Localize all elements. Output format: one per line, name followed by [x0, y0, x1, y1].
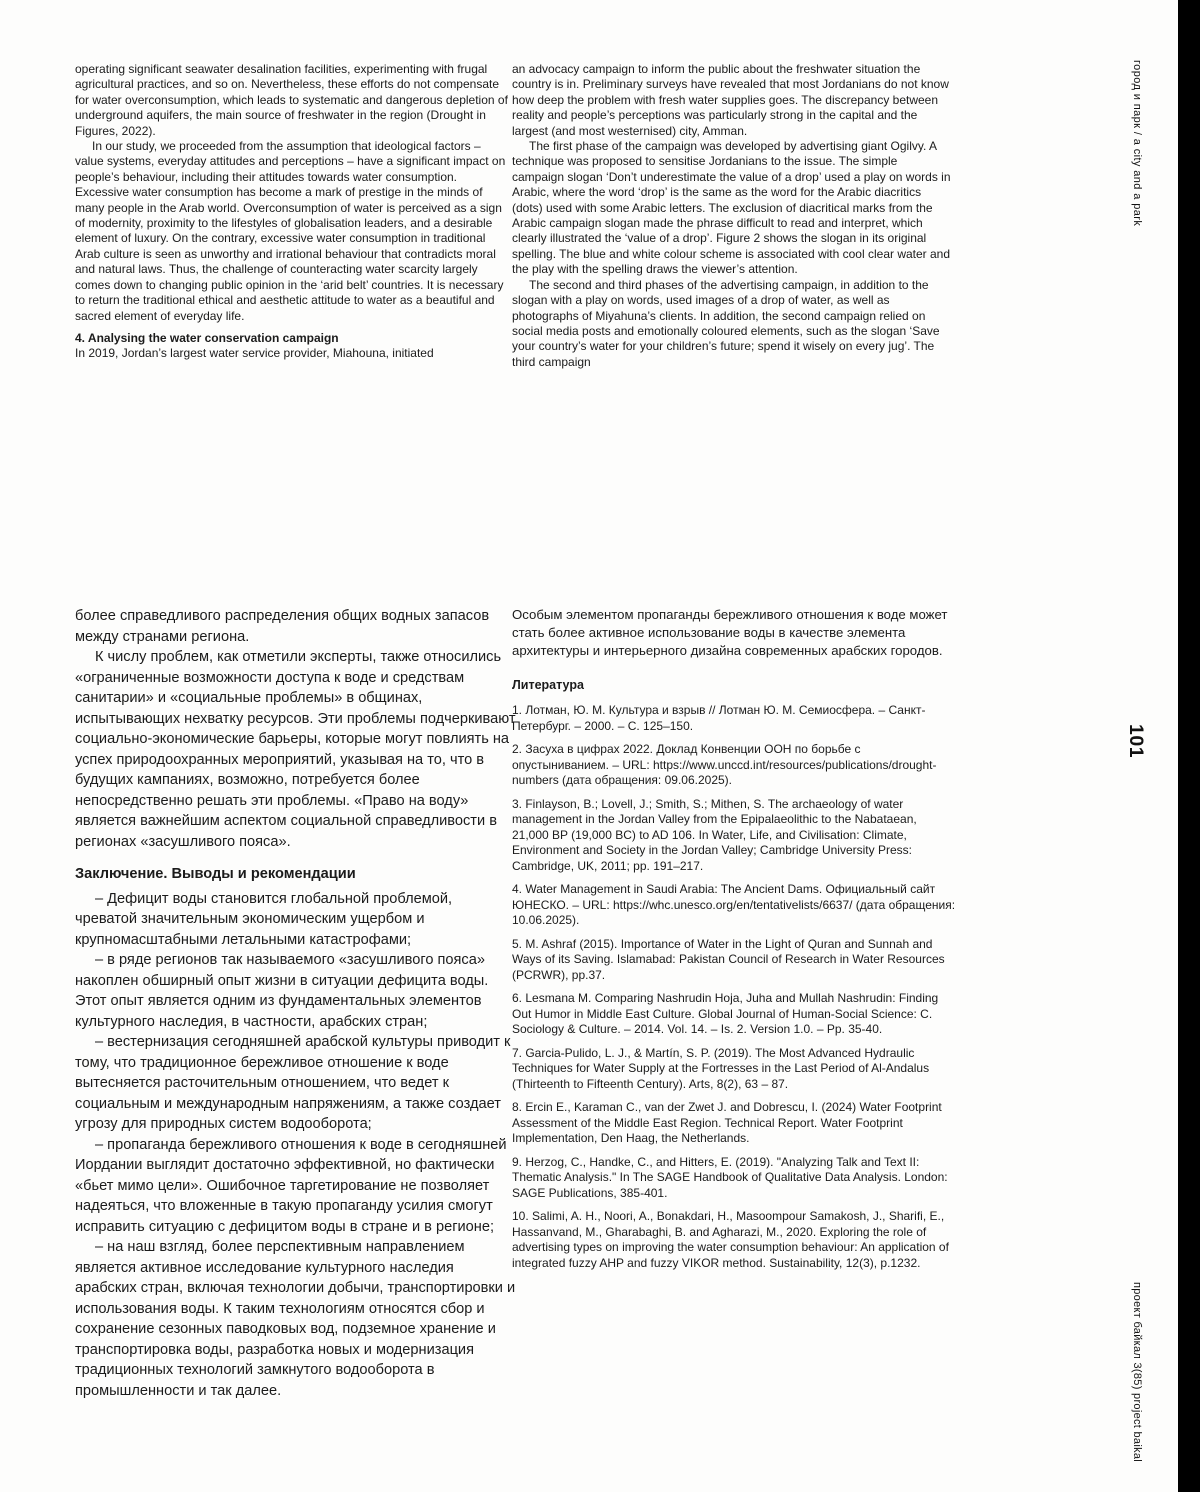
conclusion-bullet: – вестернизация сегодняшней арабской культуры приводит к тому, что традиционное бережливое отношение к воде вытесняется расточительным отношением, что ведет к социальным и международным напряжениям, а также создает угрозу для природных систем водооборота;: [75, 1034, 511, 1132]
russian-paragraph: Особым элементом пропаганды бережливого отношения к воде может стать более активное использование воды в качестве элемента архитектуры и интерьерного дизайна современных арабских городов.: [512, 607, 948, 658]
running-head-top: город и парк / a city and a park: [1131, 60, 1143, 227]
conclusion-bullet: – на наш взгляд, более перспективным направлением является активное исследование культурного наследия арабских стран, включая технологии добычи, транспортировки и использования воды. К таким технологиям относятся сбор и сохранение сезонных паводковых вод, подземное хранение и транспортировка воды, разработка новых и модернизация традиционных технологий замкнутого водооборота в промышленности и так далее.: [75, 1239, 516, 1399]
section-heading-analysing-campaign: 4. Analysing the water conservation campaign: [75, 330, 339, 345]
reference-item: 10. Salimi, A. H., Noori, A., Bonakdari, H., Masoompour Samakosh, J., Sharifi, E., Hassanvand, M., Gharabaghi, B. and Agharazi, M., 2020. Exploring the role of advertising types on improving the water consumption behaviour: An application of integrated fuzzy AHP and fuzzy VIKOR method. Sustainability, 12(3), p.1232.: [512, 1209, 949, 1270]
russian-paragraph: К числу проблем, как отметили эксперты, также относились «ограниченные возможности доступа к воде и средствам санитарии» и «социальные проблемы» в общинах, испытывающих нехватку ресурсов. Эти проблемы подчеркивают социально-экономические барьеры, которые могут повлиять на успех природоохранных мероприятий, указывая на то, что в будущих кампаниях, возможно, потребуется более непосредственно решать эти проблемы. «Право на воду» является важнейшим аспектом социальной справедливости в регионах «засушливого пояса».: [75, 649, 516, 850]
page-edge-bar: [1178, 0, 1200, 1492]
reference-item: 4. Water Management in Saudi Arabia: The Ancient Dams. Официальный сайт ЮНЕСКО. – URL: https://whc.unesco.org/en/tentativelists/6637/ (дата обращения: 10.06.2025).: [512, 882, 956, 927]
reference-item: 8. Ercin E., Karaman C., van der Zwet J. and Dobrescu, I. (2024) Water Footprint Assessment of the Middle East Region. Technical Report. Water Footprint Implementation, Den Haag, the Netherlands.: [512, 1100, 942, 1145]
reference-item: 1. Лотман, Ю. М. Культура и взрыв // Лотман Ю. М. Семиосфера. – Санкт-Петербург. – 2000. – С. 125–150.: [512, 703, 926, 733]
page-number: 101: [1125, 724, 1147, 759]
reference-item: 6. Lesmana M. Comparing Nashrudin Hoja, Juha and Mullah Nashrudin: Finding Out Humor in Middle East Culture. Global Journal of Human-Social Science: C. Sociology & Culture. – 2014. Vol. 14. – Is. 2. Version 1.0. – Pp. 35-40.: [512, 991, 939, 1036]
reference-item: 5. M. Ashraf (2015). Importance of Water in the Light of Quran and Sunnah and Ways of its Saving. Islamabad: Pakistan Council of Research in Water Resources (PCRWR), pp.37.: [512, 936, 945, 982]
russian-column-1: [75, 606, 517, 1401]
running-head-bottom: проект байкал 3(85) project baikal: [1131, 1282, 1143, 1463]
english-paragraph: The first phase of the campaign was developed by advertising giant Ogilvy. A technique was proposed to sensitise Jordanians to the issue. The simple campaign slogan ‘Don’t underestimate the value of a drop’ used a play on words in Arabic, where the word ‘drop’ is the same as the word for the Arabic diacritics (dots) used with some Arabic letters. The exclusion of diacritical marks from the Arabic campaign slogan made the phrase difficult to read and interpret, which clearly illustrated the ‘value of a drop’. Figure 2 shows the slogan in its original spelling. The blue and white colour scheme is associated with cool clear water and the play with the spelling draws the viewer’s attention.: [512, 139, 951, 277]
english-paragraph: operating significant seawater desalination facilities, experimenting with frugal agricultural practices, and so on. Nevertheless, these efforts do not compensate for water overconsumption, which leads to systematic and dangerous depletion of underground aquifers, the main source of freshwater in the region (Drought in Figures, 2022).: [75, 62, 508, 138]
english-paragraph: In 2019, Jordan’s largest water service provider, Miahouna, initiated: [75, 346, 434, 361]
reference-item: 3. Finlayson, B.; Lovell, J.; Smith, S.; Mithen, S. The archaeology of water management in the Jordan Valley from the Epipalaeolithic to the Nabataean, 21,000 BP (19,000 BC) to AD 106. In Water, Life, and Civilisation: Climate, Environment and Society in the Jordan Valley; Cambridge University Press: Cambridge, UK, 2011; pp. 191–217.: [512, 796, 917, 873]
english-paragraph: an advocacy campaign to inform the public about the freshwater situation the country is in. Preliminary surveys have revealed that most Jordanians do not know how deep the problem with fresh water supplies goes. The discrepancy between reality and people’s perceptions was particularly strong in the capital and the largest (and most westernised) city, Amman.: [512, 62, 949, 138]
conclusion-bullet: – Дефицит воды становится глобальной проблемой, чреватой значительным экономическим ущербом и крупномасштабными летальными катастрофами;: [75, 890, 453, 948]
section-heading-conclusion: Заключение. Выводы и рекомендации: [75, 866, 356, 882]
conclusion-bullet: – в ряде регионов так называемого «засушливого пояса» накоплен обширный опыт жизни в ситуации дефицита воды. Этот опыт является одним из фундаментальных элементов культурного наследия, в частности, арабских стран;: [75, 952, 489, 1030]
english-column-2: [512, 62, 952, 370]
reference-item: 9. Herzog, C., Handke, C., and Hitters, E. (2019). "Analyzing Talk and Text II: Thematic Analysis." In The SAGE Handbook of Qualitative Data Analysis. London: SAGE Publications, 385-401.: [512, 1154, 948, 1200]
russian-column-2: [512, 606, 956, 1279]
english-paragraph: The second and third phases of the advertising campaign, in addition to the slogan with a play on words, used images of a drop of water, as well as photographs of Miyahuna’s clients. In addition, the second campaign relied on social media posts and emotionally coloured elements, such as the slogan ‘Save your country’s water for your children’s future; spend it wisely on every jug’. The third campaign: [512, 277, 940, 369]
reference-item: 7. Garcia-Pulido, L. J., & Martín, S. P. (2019). The Most Advanced Hydraulic Techniques for Water Supply at the Fortresses in the Last Period of Al-Andalus (Thirteenth to Fifteenth Century). Arts, 8(2), 63 – 87.: [512, 1045, 930, 1091]
english-column-1: [75, 62, 511, 362]
references-heading: Литература: [512, 678, 584, 692]
english-paragraph: In our study, we proceeded from the assumption that ideological factors – value systems, everyday attitudes and perceptions – have a significant impact on people’s behaviour, including their attitudes towards water consumption. Excessive water consumption has become a mark of prestige in the minds of many people in the Arab world. Overconsumption of water is perceived as a sign of modernity, proximity to the lifestyles of globalisation leaders, and a desirable element of luxury. On the contrary, excessive water consumption in traditional Arab culture is seen as unworthy and irrational behaviour that contradicts moral and natural laws. Thus, the challenge of counteracting water scarcity largely comes down to changing public opinion in the ‘arid belt’ countries. It is necessary to return the traditional ethical and aesthetic attitude to water as a beautiful and sacred element of everyday life.: [75, 139, 506, 323]
russian-paragraph: более справедливого распределения общих водных запасов между странами региона.: [75, 608, 490, 645]
conclusion-bullet: – пропаганда бережливого отношения к воде в сегодняшней Иордании выглядит достаточно эффективной, но фактически «бьет мимо цели». Ошибочное таргетирование не позволяет надеяться, что вложенные в такую пропаганду усилия смогут исправить ситуацию с дефицитом воды в стране и в регионе;: [75, 1136, 507, 1235]
reference-item: 2. Засуха в цифрах 2022. Доклад Конвенции ООН по борьбе с опустыниванием. – URL: https://www.unccd.int/resources/publications/drought-numbers (дата обращения: 09.06.2025).: [512, 742, 937, 787]
